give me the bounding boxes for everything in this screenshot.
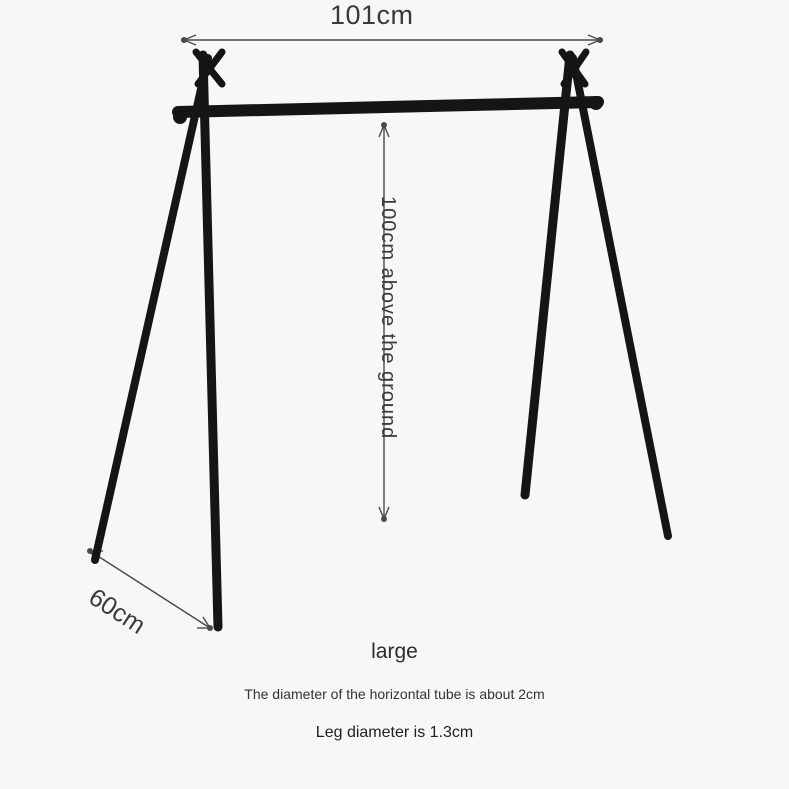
- size-label: large: [371, 640, 418, 663]
- width-dimension-label: 101cm: [330, 0, 414, 30]
- depth-dimension-label: 60cm: [83, 583, 151, 640]
- caption-block: [0, 640, 789, 742]
- height-dimension-label: 100cm above the ground: [377, 196, 399, 440]
- horizontal-tube-note: The diameter of the horizontal tube is about 2cm: [244, 686, 545, 702]
- width-dimension-arrow-icon: [181, 35, 603, 45]
- leg-diameter-note: Leg diameter is 1.3cm: [315, 724, 474, 741]
